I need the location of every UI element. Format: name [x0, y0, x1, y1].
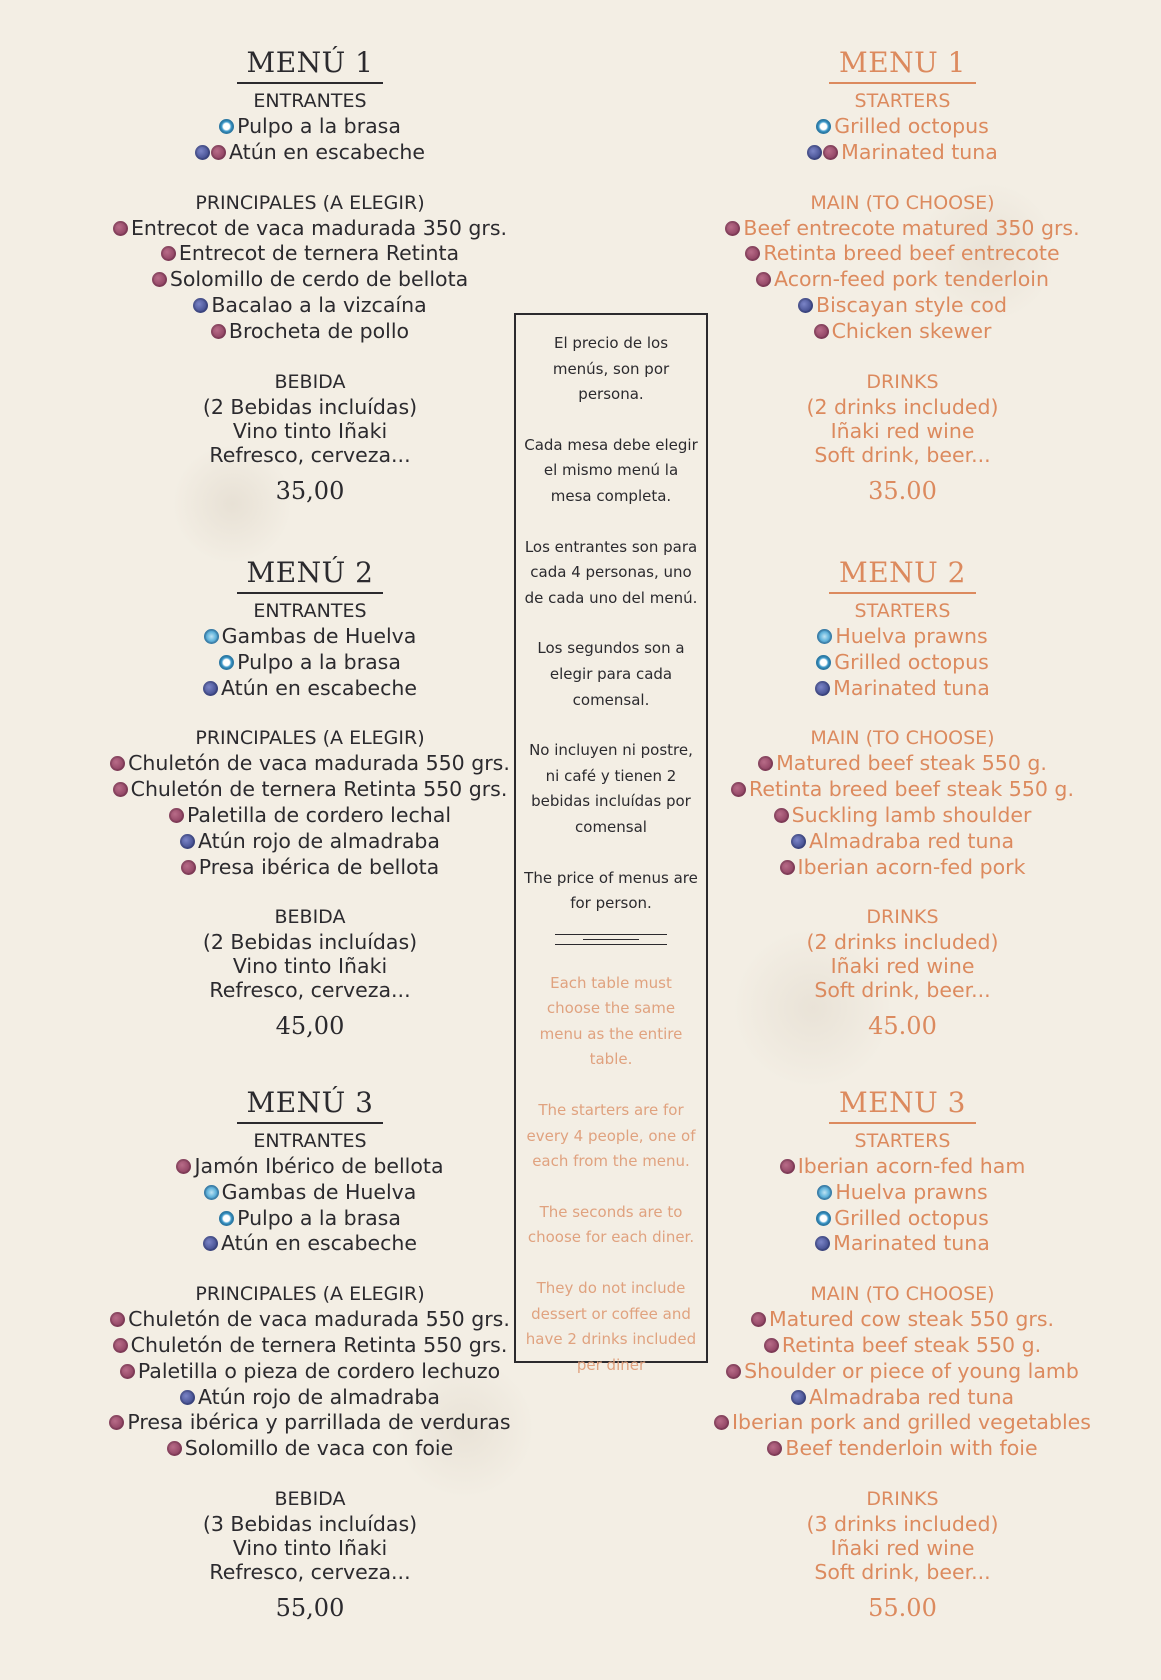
fish-icon	[815, 1236, 830, 1251]
main-item	[650, 267, 1155, 293]
item-label: Jamón Ibérico de bellota	[194, 1154, 444, 1178]
note-es-5: No incluyen ni postre, ni café y tienen 2 bebidas incluídas por comensal	[529, 741, 693, 836]
item-label: Chuletón de ternera Retinta 550 grs.	[130, 1332, 508, 1357]
drinks-heading: DRINKS	[866, 370, 939, 393]
note-es-1: El precio de los menús, son por persona.	[552, 334, 670, 404]
meat-icon	[767, 1441, 782, 1456]
main-item	[60, 1359, 560, 1385]
mains-heading: PRINCIPALES (A ELEGIR)	[195, 727, 425, 750]
item-label: Huelva prawns	[835, 1179, 988, 1204]
starter-item	[650, 624, 1155, 650]
mains-heading: MAIN (TO CHOOSE)	[810, 727, 995, 750]
main-item	[60, 1307, 560, 1333]
prawn-icon	[817, 1185, 832, 1200]
main-item	[60, 751, 560, 777]
meat-icon	[181, 860, 196, 875]
spacer	[60, 1462, 560, 1482]
menu-title: MENU 3	[829, 1084, 976, 1124]
meat-icon	[113, 1338, 128, 1353]
main-item	[650, 855, 1155, 881]
main-item	[650, 1333, 1155, 1359]
item-label: Presa ibérica y parrillada de verduras	[127, 1410, 511, 1435]
item-label: Grilled octopus	[834, 1205, 989, 1230]
item-label: Acorn-feed pork tenderloin	[774, 267, 1049, 292]
spacer	[650, 345, 1155, 365]
meat-icon	[756, 272, 771, 287]
spacer	[650, 1257, 1155, 1277]
drinks-line: Vino tinto Iñaki	[232, 418, 388, 443]
main-item	[60, 241, 560, 267]
item-label: Gambas de Huelva	[221, 624, 417, 648]
starter-item	[60, 1231, 560, 1257]
es-menu-1	[60, 44, 560, 554]
main-item	[60, 855, 560, 881]
item-label: Matured beef steak 550 g.	[776, 751, 1047, 776]
main-item	[60, 777, 560, 803]
drinks-line: (2 Bebidas incluídas)	[202, 394, 418, 419]
item-label: Beef entrecote matured 350 grs.	[743, 215, 1080, 240]
note-es-2: Cada mesa debe elegir el mismo menú la mesa completa.	[524, 435, 698, 505]
meat-icon	[120, 1364, 135, 1379]
note-en-1: Each table must choose the same menu as the entire table.	[539, 973, 683, 1069]
item-label: Grilled octopus	[834, 649, 989, 674]
meat-icon	[764, 1338, 779, 1353]
fish-icon	[203, 1236, 218, 1251]
item-label: Shoulder or piece of young lamb	[744, 1358, 1079, 1383]
spacer	[60, 880, 560, 900]
spacer	[650, 166, 1155, 186]
meat-icon	[758, 756, 773, 771]
octopus-icon	[816, 655, 831, 670]
main-item	[650, 293, 1155, 319]
meat-icon	[731, 782, 746, 797]
main-item	[60, 293, 560, 319]
item-label: Brocheta de pollo	[228, 318, 410, 343]
meat-icon	[113, 221, 128, 236]
spacer	[650, 1462, 1155, 1482]
meat-icon	[823, 145, 838, 160]
starter-item	[650, 1206, 1155, 1232]
drinks-heading: BEBIDA	[274, 370, 346, 393]
starter-item	[60, 1206, 560, 1232]
drinks-line: Refresco, cerveza...	[209, 1559, 411, 1584]
starters-heading: STARTERS	[854, 90, 951, 112]
octopus-icon	[219, 119, 234, 134]
item-label: Pulpo a la brasa	[237, 114, 401, 138]
menu-price: 45.00	[868, 1012, 937, 1041]
drinks-line: Soft drink, beer...	[814, 1559, 991, 1584]
starter-item	[650, 676, 1155, 702]
fish-icon	[195, 145, 210, 160]
meat-icon	[774, 808, 789, 823]
starters-heading: ENTRANTES	[253, 1130, 367, 1152]
note-en-2: The starters are for every 4 people, one of each from the menu.	[526, 1101, 696, 1171]
item-label: Pulpo a la brasa	[237, 1205, 401, 1230]
meat-icon	[176, 1159, 191, 1174]
drinks-line: (2 Bebidas incluídas)	[202, 930, 418, 955]
drinks-heading: DRINKS	[866, 906, 939, 929]
item-label: Atún en escabeche	[221, 1231, 417, 1256]
note-es-4: Los segundos son a elegir para cada comensal.	[537, 639, 685, 709]
main-item	[650, 751, 1155, 777]
prawn-icon	[204, 629, 219, 644]
drinks-line: (2 drinks included)	[806, 394, 999, 419]
fish-icon	[791, 1390, 806, 1405]
meat-icon	[745, 246, 760, 261]
menu-title: MENÚ 2	[237, 554, 384, 594]
item-label: Marinated tuna	[833, 675, 990, 700]
main-item	[650, 1410, 1155, 1436]
spacer	[60, 166, 560, 186]
main-item	[60, 1436, 560, 1462]
main-item	[650, 803, 1155, 829]
en-menu-1	[650, 44, 1155, 554]
spacer	[650, 880, 1155, 900]
item-label: Iberian acorn-fed pork	[797, 854, 1026, 879]
meat-icon	[714, 1415, 729, 1430]
note-en-4: They do not include dessert or coffee and have 2 drinks included per diner	[525, 1279, 697, 1374]
item-label: Gambas de Huelva	[221, 1179, 417, 1204]
main-item	[650, 777, 1155, 803]
drinks-line: Iñaki red wine	[830, 418, 975, 443]
item-label: Chuletón de vaca madurada 550 grs.	[128, 751, 510, 776]
spacer	[650, 701, 1155, 721]
starter-item	[60, 140, 560, 166]
main-item	[60, 1385, 560, 1411]
fish-icon	[180, 834, 195, 849]
meat-icon	[113, 782, 128, 797]
main-item	[650, 1359, 1155, 1385]
item-label: Atún en escabeche	[221, 675, 417, 700]
info-box	[514, 313, 708, 1374]
starters-heading: STARTERS	[854, 600, 951, 622]
starter-item	[650, 114, 1155, 140]
main-item	[60, 267, 560, 293]
prawn-icon	[817, 629, 832, 644]
item-label: Almadraba red tuna	[808, 1384, 1015, 1409]
meat-icon	[780, 860, 795, 875]
item-label: Chuletón de vaca madurada 550 grs.	[128, 1307, 510, 1332]
menu-price: 55.00	[868, 1593, 937, 1622]
starter-item	[60, 114, 560, 140]
item-label: Retinta breed beef entrecote	[763, 241, 1060, 266]
starter-item	[650, 140, 1155, 166]
item-label: Suckling lamb shoulder	[791, 802, 1032, 827]
octopus-icon	[219, 655, 234, 670]
fish-icon	[815, 681, 830, 696]
menu-title: MENU 1	[829, 44, 976, 84]
item-label: Paletilla de cordero lechal	[186, 802, 452, 827]
fish-icon	[807, 145, 822, 160]
item-label: Grilled octopus	[834, 114, 989, 138]
menu-title: MENU 2	[829, 554, 976, 594]
meat-icon	[109, 1415, 124, 1430]
note-en-3: The seconds are to choose for each diner.	[527, 1202, 695, 1247]
meat-icon	[152, 272, 167, 287]
main-item	[650, 319, 1155, 345]
fish-icon	[203, 681, 218, 696]
drinks-line: Soft drink, beer...	[814, 978, 991, 1003]
meat-icon	[211, 145, 226, 160]
item-label: Presa ibérica de bellota	[198, 854, 440, 879]
starter-item	[650, 650, 1155, 676]
meat-icon	[780, 1159, 795, 1174]
decorative-divider	[555, 934, 667, 945]
spanish-menu-column	[60, 44, 560, 1622]
fish-icon	[791, 834, 806, 849]
item-label: Atún rojo de almadraba	[198, 1384, 440, 1409]
menu-price: 35,00	[275, 476, 345, 505]
spacer	[60, 345, 560, 365]
fish-icon	[193, 298, 208, 313]
note-es-3: Los entrantes son para cada 4 personas, uno de cada uno del menú.	[524, 537, 698, 607]
mains-heading: MAIN (TO CHOOSE)	[810, 191, 995, 214]
meat-icon	[169, 808, 184, 823]
drinks-line: Iñaki red wine	[830, 954, 975, 979]
starter-item	[60, 650, 560, 676]
main-item	[60, 319, 560, 345]
main-item	[60, 1333, 560, 1359]
menu-price: 45,00	[275, 1012, 345, 1041]
starter-item	[60, 1180, 560, 1206]
meat-icon	[726, 1364, 741, 1379]
meat-icon	[751, 1312, 766, 1327]
mains-heading: PRINCIPALES (A ELEGIR)	[195, 191, 425, 214]
mains-heading: MAIN (TO CHOOSE)	[810, 1283, 995, 1306]
item-label: Iberian pork and grilled vegetables	[732, 1410, 1091, 1435]
item-label: Atún en escabeche	[229, 139, 425, 164]
drinks-line: (3 Bebidas incluídas)	[202, 1511, 418, 1536]
drinks-line: Vino tinto Iñaki	[232, 1535, 388, 1560]
item-label: Pulpo a la brasa	[237, 649, 401, 674]
starter-item	[60, 676, 560, 702]
main-item	[650, 241, 1155, 267]
note-es-6: The price of menus are for person.	[524, 868, 698, 913]
starters-heading: STARTERS	[854, 1130, 951, 1152]
item-label: Marinated tuna	[833, 1231, 990, 1256]
item-label: Biscayan style cod	[816, 292, 1007, 317]
main-item	[60, 803, 560, 829]
drinks-line: Vino tinto Iñaki	[232, 954, 388, 979]
item-label: Marinated tuna	[841, 139, 998, 164]
main-item	[650, 1436, 1155, 1462]
meat-icon	[110, 756, 125, 771]
octopus-icon	[816, 119, 831, 134]
drinks-heading: DRINKS	[866, 1487, 939, 1510]
prawn-icon	[204, 1185, 219, 1200]
fish-icon	[180, 1390, 195, 1405]
english-menu-column	[650, 44, 1155, 1622]
meat-icon	[725, 221, 740, 236]
drinks-line: Soft drink, beer...	[814, 442, 991, 467]
es-menu-2	[60, 554, 560, 1084]
menu-title: MENÚ 1	[237, 44, 384, 84]
item-label: Retinta breed beef steak 550 g.	[749, 777, 1074, 802]
item-label: Iberian acorn-fed ham	[797, 1154, 1026, 1178]
starters-heading: ENTRANTES	[253, 600, 367, 622]
main-item	[650, 216, 1155, 242]
main-item	[60, 216, 560, 242]
fish-icon	[798, 298, 813, 313]
starter-item	[650, 1154, 1155, 1180]
mains-heading: PRINCIPALES (A ELEGIR)	[195, 1283, 425, 1306]
menu-price: 35.00	[868, 476, 937, 505]
meat-icon	[814, 324, 829, 339]
es-menu-3	[60, 1084, 560, 1622]
item-label: Entrecot de vaca madurada 350 grs.	[130, 215, 508, 240]
item-label: Solomillo de cerdo de bellota	[169, 267, 469, 292]
drinks-heading: BEBIDA	[274, 906, 346, 929]
item-label: Beef tenderloin with foie	[785, 1436, 1038, 1461]
drinks-line: Refresco, cerveza...	[209, 442, 411, 467]
item-label: Matured cow steak 550 grs.	[768, 1307, 1055, 1332]
item-label: Chicken skewer	[831, 318, 992, 343]
item-label: Huelva prawns	[835, 624, 988, 648]
starter-item	[650, 1180, 1155, 1206]
meat-icon	[211, 324, 226, 339]
starter-item	[60, 1154, 560, 1180]
menu-title: MENÚ 3	[237, 1084, 384, 1124]
starter-item	[60, 624, 560, 650]
menu-price: 55,00	[275, 1593, 345, 1622]
spacer	[60, 1257, 560, 1277]
item-label: Entrecot de ternera Retinta	[178, 241, 460, 266]
drinks-line: Refresco, cerveza...	[209, 978, 411, 1003]
main-item	[650, 829, 1155, 855]
drinks-line: (3 drinks included)	[806, 1511, 999, 1536]
item-label: Solomillo de vaca con foie	[184, 1436, 454, 1461]
item-label: Retinta beef steak 550 g.	[781, 1332, 1042, 1357]
item-label: Atún rojo de almadraba	[198, 828, 440, 853]
main-item	[60, 1410, 560, 1436]
main-item	[650, 1385, 1155, 1411]
main-item	[60, 829, 560, 855]
item-label: Chuletón de ternera Retinta 550 grs.	[130, 777, 508, 802]
starter-item	[650, 1231, 1155, 1257]
meat-icon	[167, 1441, 182, 1456]
starters-heading: ENTRANTES	[253, 90, 367, 112]
octopus-icon	[816, 1211, 831, 1226]
drinks-line: (2 drinks included)	[806, 930, 999, 955]
drinks-line: Iñaki red wine	[830, 1535, 975, 1560]
spacer	[60, 701, 560, 721]
item-label: Paletilla o pieza de cordero lechuzo	[137, 1358, 501, 1383]
item-label: Almadraba red tuna	[808, 828, 1015, 853]
en-menu-2	[650, 554, 1155, 1084]
meat-icon	[110, 1312, 125, 1327]
item-label: Bacalao a la vizcaína	[211, 292, 427, 317]
en-menu-3	[650, 1084, 1155, 1622]
octopus-icon	[219, 1211, 234, 1226]
main-item	[650, 1307, 1155, 1333]
drinks-heading: BEBIDA	[274, 1487, 346, 1510]
meat-icon	[161, 246, 176, 261]
